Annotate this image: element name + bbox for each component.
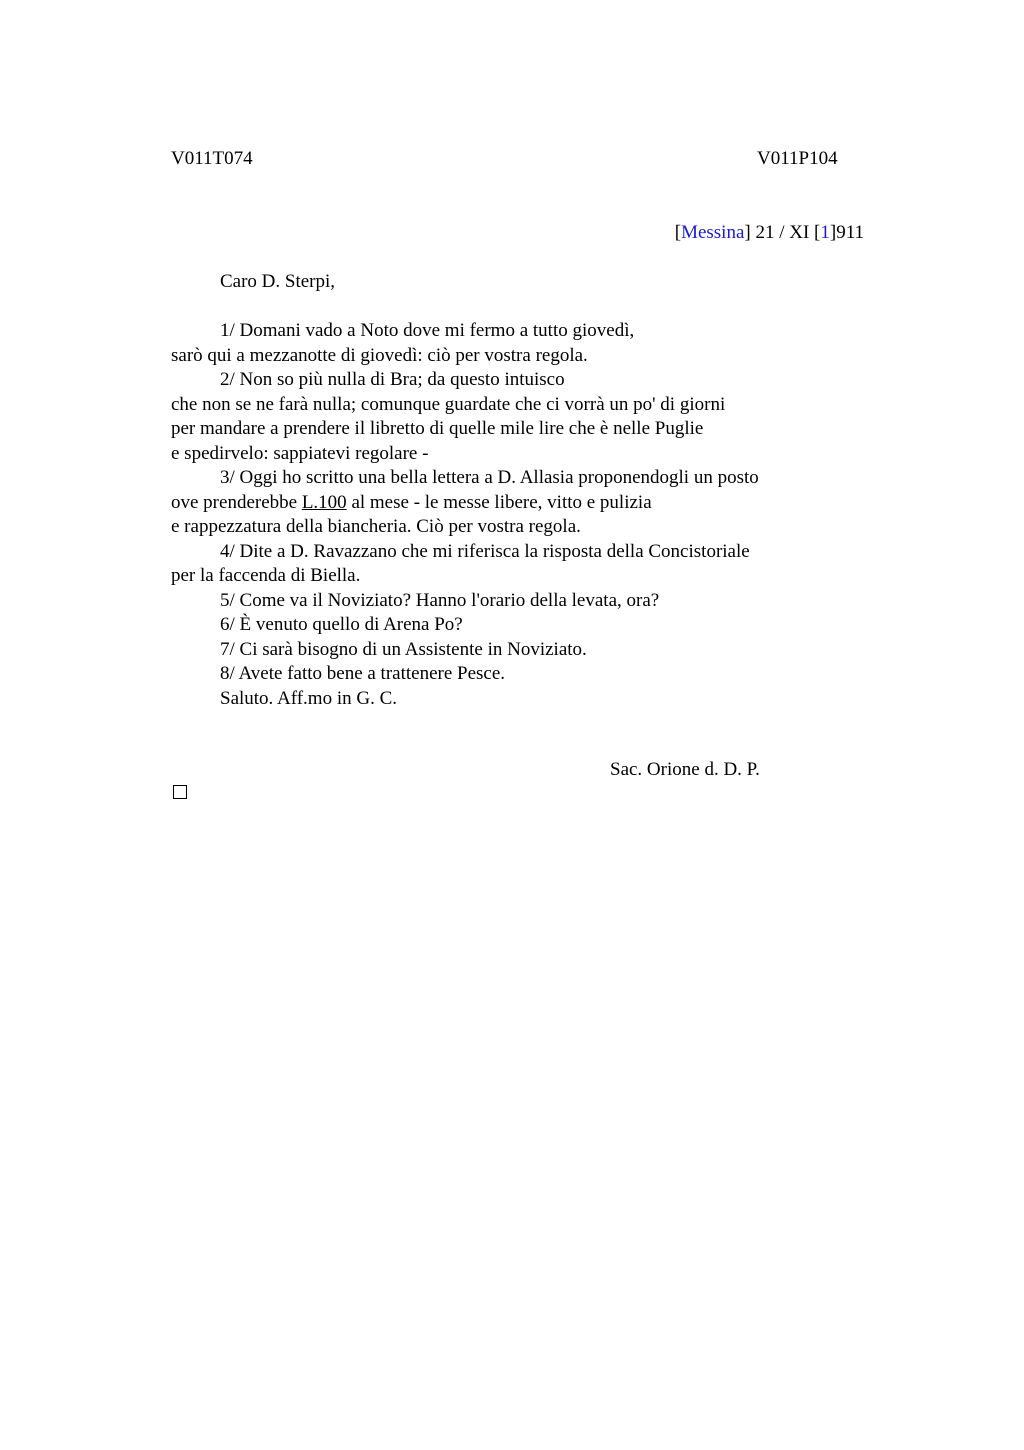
letter-line: 5/ Come va il Noviziato? Hanno l'orario della levata, ora? [220, 589, 660, 611]
dateline-year: 911 [836, 222, 864, 243]
letter-line: 1/ Domani vado a Noto dove mi fermo a tutto giovedì, [220, 320, 635, 341]
dateline-day-month: 21 / XI [750, 222, 815, 243]
underlined-amount: L.100 [301, 491, 347, 513]
letter-line: 8/ Avete fatto bene a trattenere Pesce. [220, 663, 506, 684]
letter-text: ove prenderebbe [171, 491, 302, 513]
letter-line: per la faccenda di Biella. [171, 565, 361, 586]
letter-line: e spedirvelo: sappiatevi regolare - [171, 442, 429, 464]
dateline-year-bracket-close: ] [829, 222, 837, 243]
document-code-right: V011P104 [757, 148, 838, 169]
letter-body [171, 270, 871, 711]
dateline-bracket-close: ] [744, 222, 751, 243]
letter-line: 2/ Non so più nulla di Bra; da questo intuisco [220, 369, 565, 390]
dateline-year-digit: 1 [820, 222, 830, 243]
salutation: Caro D. Sterpi, [220, 271, 336, 292]
letter-line: 4/ Dite a D. Ravazzano che mi riferisca la risposta della Concistoriale [220, 540, 750, 562]
letter-line [171, 491, 871, 516]
dateline-year-bracket-open: [ [814, 222, 821, 243]
letter-line: sarò qui a mezzanotte di giovedì: ciò per vostra regola. [171, 344, 588, 366]
signature: Sac. Orione d. D. P. [610, 759, 760, 780]
blank-line [171, 295, 871, 320]
dateline-bracket-open: [ [674, 222, 682, 243]
letter-line: e rappezzatura della biancheria. Ciò per vostra regola. [171, 516, 581, 537]
closing: Saluto. Aff.mo in G. C. [220, 687, 397, 709]
end-of-document-box-icon [173, 785, 187, 799]
letter-text: al mese - le messe libere, vitto e pulizia [346, 491, 652, 513]
letter-line: 7/ Ci sarà bisogno di un Assistente in Noviziato. [220, 638, 587, 660]
letter-line: 3/ Oggi ho scritto una bella lettera a D. Allasia proponendogli un posto [220, 467, 759, 488]
letter-line: per mandare a prendere il libretto di quelle mile lire che è nelle Puglie [171, 418, 704, 439]
letter-line: che non se ne farà nulla; comunque guardate che ci vorrà un po' di giorni [171, 393, 726, 415]
dateline [675, 221, 864, 245]
document-code-left: V011T074 [171, 148, 253, 169]
dateline-place: Messina [681, 222, 745, 243]
letter-line: 6/ È venuto quello di Arena Po? [220, 614, 463, 635]
